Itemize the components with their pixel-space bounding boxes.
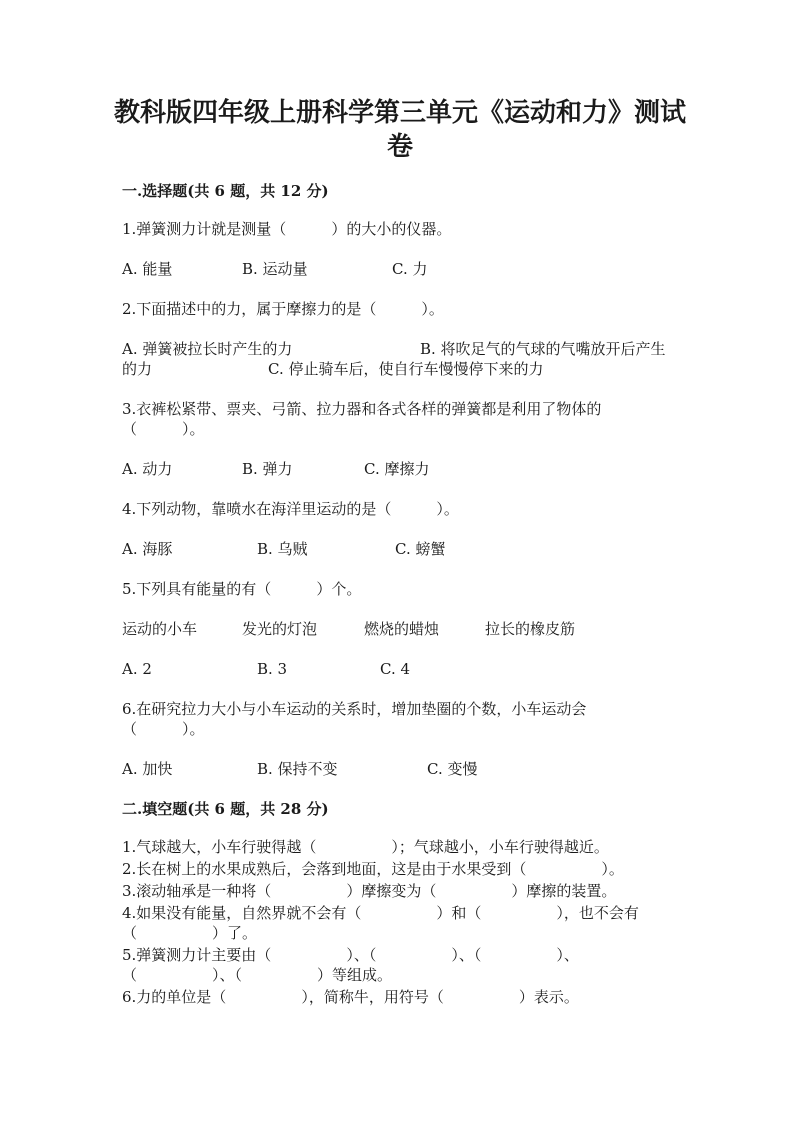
fill-line: 1.气球越大，小车行驶得越（ ）；气球越小，小车行驶得越近。 [122,838,609,856]
list-item: 燃烧的蜡烛 [364,620,440,638]
list-item: 运动的小车 [122,620,198,638]
option-b: B. 3 [257,660,288,678]
question-stem: 3.衣裤松紧带、票夹、弓箭、拉力器和各式各样的弹簧都是利用了物体的 [122,400,602,418]
question-stem: 5.下列具有能量的有（ ）个。 [122,580,362,598]
option-c: C. 螃蟹 [395,540,446,558]
option-a: A. 加快 [122,760,173,778]
fill-line-cont: （ ）了。 [122,924,258,942]
section-heading-choice: 一.选择题(共 6 题，共 12 分) [122,182,329,200]
list-item: 拉长的橡皮筋 [485,620,576,638]
question-stem: 2.下面描述中的力，属于摩擦力的是（ ）。 [122,300,444,318]
fill-line-cont: （ ）、（ ）等组成。 [122,966,393,984]
question-stem: 4.下列动物，靠喷水在海洋里运动的是（ ）。 [122,500,459,518]
fill-line: 5.弹簧测力计主要由（ ）、（ ）、（ ）、 [122,946,579,964]
fill-line: 2.长在树上的水果成熟后，会落到地面，这是由于水果受到（ ）。 [122,860,624,878]
option-b: B. 运动量 [242,260,308,278]
option-b-cont: 的力 [122,360,153,378]
option-a: A. 能量 [122,260,173,278]
question-stem: 6.在研究拉力大小与小车运动的关系时，增加垫圈的个数，小车运动会 [122,700,587,718]
option-b: B. 将吹足气的气球的气嘴放开后产生 [420,340,666,358]
option-c: C. 力 [392,260,428,278]
page-title: 教科版四年级上册科学第三单元《运动和力》测试 [113,98,686,128]
question-stem-cont: （ ）。 [122,720,205,738]
question-stem-cont: （ ）。 [122,420,205,438]
section-heading-fill: 二.填空题(共 6 题，共 28 分) [122,800,329,818]
option-a: A. 弹簧被拉长时产生的力 [122,340,293,358]
option-a: A. 海豚 [122,540,173,558]
fill-line: 4.如果没有能量，自然界就不会有（ ）和（ ），也不会有 [122,904,639,922]
option-b: B. 保持不变 [257,760,338,778]
option-c: C. 摩擦力 [364,460,430,478]
option-a: A. 2 [122,660,152,678]
option-b: B. 乌贼 [257,540,308,558]
option-c: C. 停止骑车后，使自行车慢慢停下来的力 [268,360,544,378]
question-stem: 1.弹簧测力计就是测量（ ）的大小的仪器。 [122,220,452,238]
option-c: C. 变慢 [427,760,478,778]
option-b: B. 弹力 [242,460,293,478]
page-title-cont: 卷 [386,132,413,162]
list-item: 发光的灯泡 [242,620,318,638]
fill-line: 6.力的单位是（ ），简称牛，用符号（ ）表示。 [122,988,579,1006]
option-a: A. 动力 [122,460,173,478]
option-c: C. 4 [380,660,411,678]
fill-line: 3.滚动轴承是一种将（ ）摩擦变为（ ）摩擦的装置。 [122,882,617,900]
